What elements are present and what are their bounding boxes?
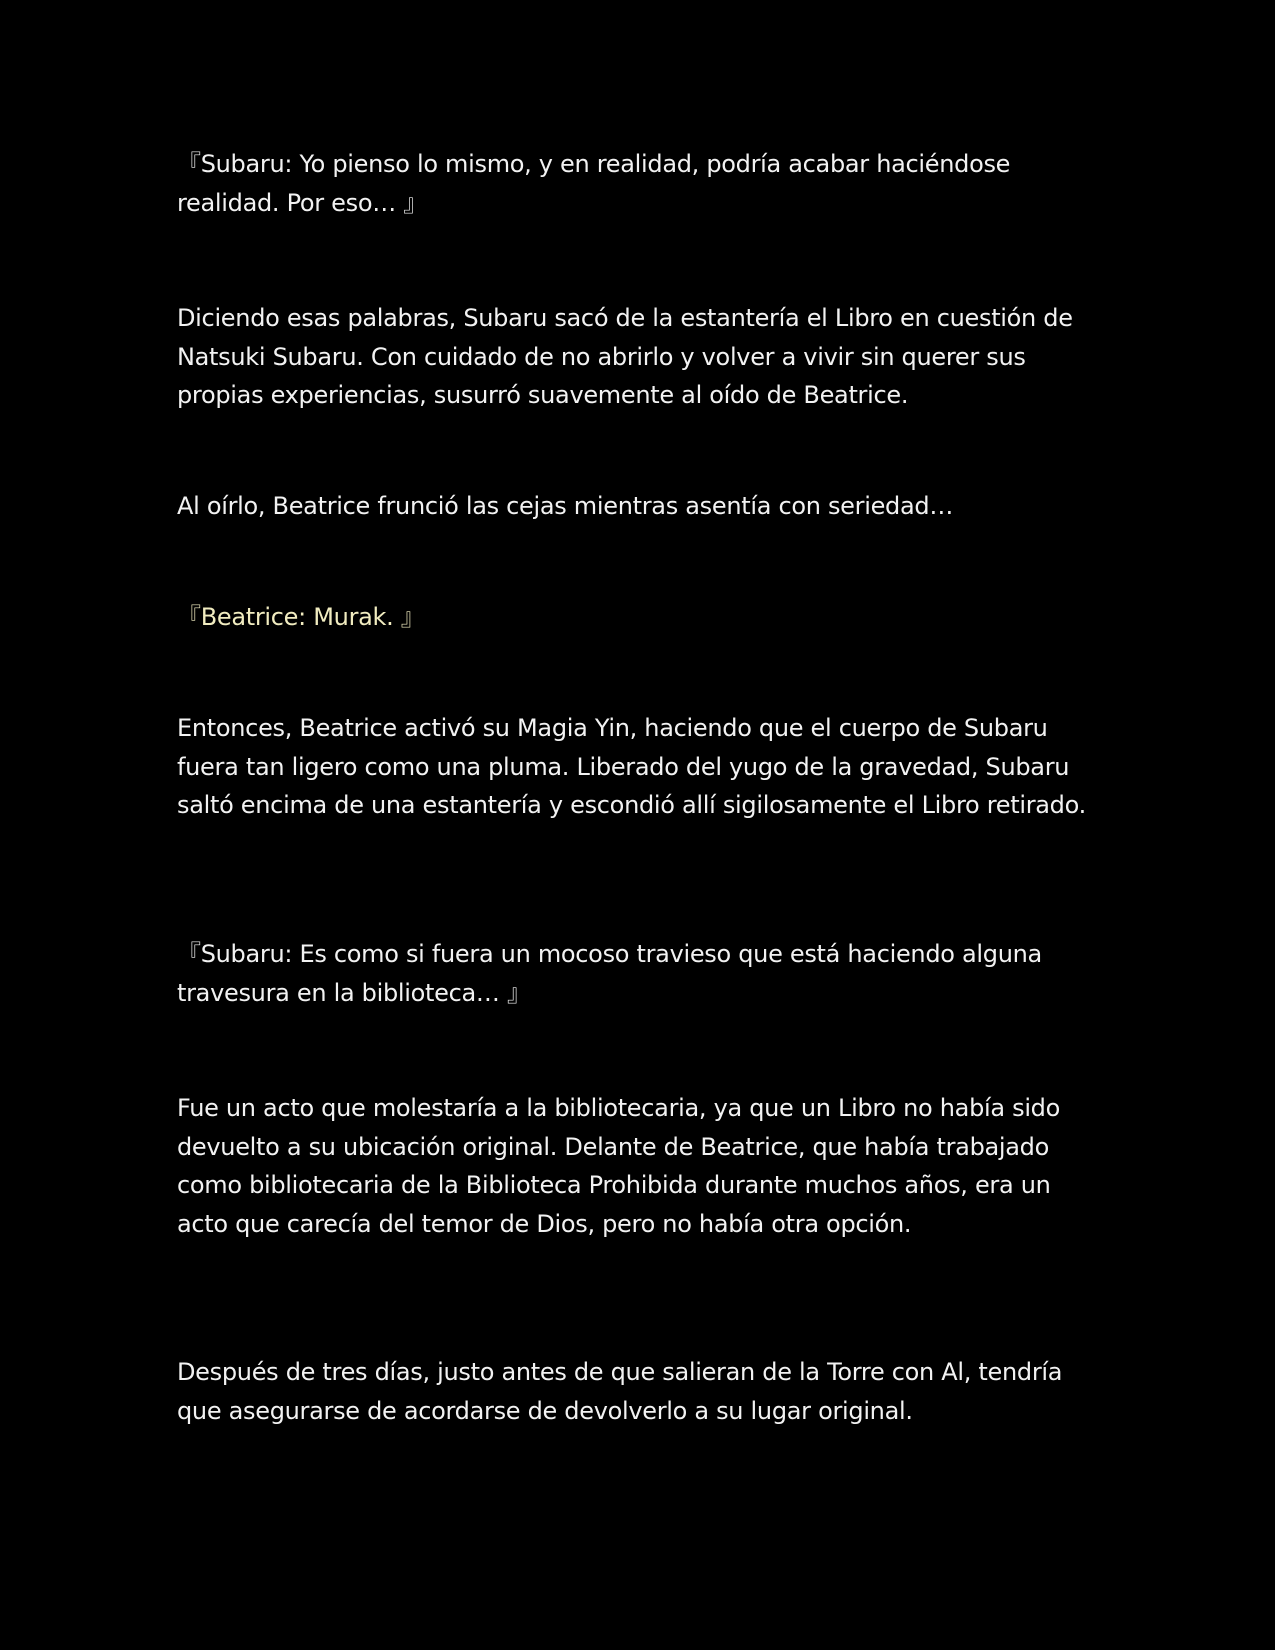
narration-paragraph-3: Entonces, Beatrice activó su Magia Yin, haciendo que el cuerpo de Subaru fuera tan ligero como una pluma. Liberado del yugo de la gravedad, Subaru saltó encima de una estantería y escondió allí sigilosamente el Libro retirado. — [177, 714, 1086, 819]
narration-paragraph-1: Diciendo esas palabras, Subaru sacó de la estantería el Libro en cuestión de Natsuki Subaru. Con cuidado de no abrirlo y volver a vivir sin querer sus propias experiencias, susurró suavemente al oído de Beatrice. — [177, 304, 1073, 409]
dialogue-beatrice: 『Beatrice: Murak. 』 — [177, 603, 425, 631]
narration-paragraph-2: Al oírlo, Beatrice frunció las cejas mientras asentía con seriedad… — [177, 492, 954, 520]
narration-paragraph-4: Fue un acto que molestaría a la bibliotecaria, ya que un Libro no había sido devuelto a su ubicación original. Delante de Beatrice, que había trabajado como bibliotecaria de la Biblioteca Prohibida durante muchos años, era un acto que carecía del temor de Dios, pero no había otra opción. — [177, 1094, 1061, 1238]
dialogue-subaru-1: 『Subaru: Yo pienso lo mismo, y en realidad, podría acabar haciéndose realidad. Por eso… 』 — [177, 150, 1011, 217]
dialogue-subaru-2: 『Subaru: Es como si fuera un mocoso travieso que está haciendo alguna travesura en la biblioteca… 』 — [177, 940, 1042, 1007]
narration-paragraph-5: Después de tres días, justo antes de que salieran de la Torre con Al, tendría que asegurarse de acordarse de devolverlo a su lugar original. — [177, 1358, 1063, 1425]
